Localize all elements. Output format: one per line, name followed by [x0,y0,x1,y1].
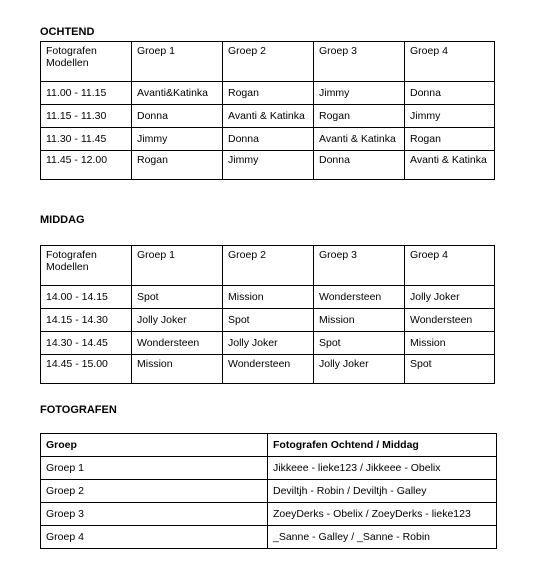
table-cell: Spot [132,286,223,309]
header-cell-fotografen-modellen: Fotografen Modellen [41,42,132,82]
table-cell: Wondersteen [223,355,314,384]
header-cell-groep-2: Groep 2 [223,246,314,286]
table-cell: Jimmy [314,82,405,105]
table-cell: Jolly Joker [223,332,314,355]
fotografen-title: FOTOGRAFEN [40,404,117,416]
table-row [41,332,495,355]
table-row [41,526,497,549]
time-cell: 11.30 - 11.45 [41,128,132,151]
header-cell-groep-1: Groep 1 [132,246,223,286]
group-cell: Groep 3 [41,503,268,526]
table-cell: Mission [223,286,314,309]
header-cell-groep-1: Groep 1 [132,42,223,82]
table-cell: Rogan [405,128,495,151]
time-cell: 14.30 - 14.45 [41,332,132,355]
time-cell: 11.15 - 11.30 [41,105,132,128]
photographers-cell: _Sanne - Galley / _Sanne - Robin [268,526,497,549]
table-cell: Jolly Joker [405,286,495,309]
photographers-cell: ZoeyDerks - Obelix / ZoeyDerks - lieke123 [268,503,497,526]
table-cell: Donna [405,82,495,105]
header-cell-fotografen: Fotografen Ochtend / Middag [268,434,497,457]
table-row [41,128,495,151]
table-cell: Rogan [314,105,405,128]
table-cell: Spot [223,309,314,332]
table-cell: Jimmy [405,105,495,128]
table-cell: Mission [314,309,405,332]
table-row [41,286,495,309]
table-cell: Jimmy [132,128,223,151]
table-cell: Wondersteen [132,332,223,355]
table-row [41,105,495,128]
time-cell: 14.45 - 15.00 [41,355,132,384]
table-row [41,355,495,384]
header-cell-groep-4: Groep 4 [405,246,495,286]
table-cell: Rogan [132,151,223,180]
table-row [41,151,495,180]
table-cell: Spot [405,355,495,384]
group-cell: Groep 4 [41,526,268,549]
time-cell: 14.00 - 14.15 [41,286,132,309]
table-row [41,309,495,332]
ochtend-title: OCHTEND [40,26,95,38]
table-row [41,503,497,526]
ochtend-schedule-table [40,41,495,180]
table-cell: Wondersteen [405,309,495,332]
fotografen-table [40,433,497,549]
table-cell: Wondersteen [314,286,405,309]
table-cell: Spot [314,332,405,355]
table-cell: Avanti&Katinka [132,82,223,105]
photographers-cell: Jikkeee - lieke123 / Jikkeee - Obelix [268,457,497,480]
photographers-cell: Deviltjh - Robin / Deviltjh - Galley [268,480,497,503]
middag-title: MIDDAG [40,214,85,226]
header-cell-groep-3: Groep 3 [314,42,405,82]
time-cell: 11.00 - 11.15 [41,82,132,105]
table-row [41,457,497,480]
table-cell: Avanti & Katinka [314,128,405,151]
group-cell: Groep 1 [41,457,268,480]
table-header-row [41,42,495,82]
header-cell-groep-4: Groep 4 [405,42,495,82]
table-cell: Jolly Joker [132,309,223,332]
header-cell-groep-3: Groep 3 [314,246,405,286]
table-header-row [41,434,497,457]
table-cell: Rogan [223,82,314,105]
time-cell: 11.45 - 12.00 [41,151,132,180]
table-cell: Donna [223,128,314,151]
header-cell-groep: Groep [41,434,268,457]
table-cell: Donna [132,105,223,128]
table-cell: Avanti & Katinka [223,105,314,128]
time-cell: 14.15 - 14.30 [41,309,132,332]
table-cell: Jimmy [223,151,314,180]
middag-schedule-table [40,245,495,384]
table-cell: Mission [405,332,495,355]
table-header-row [41,246,495,286]
table-row [41,480,497,503]
table-cell: Avanti & Katinka [405,151,495,180]
table-row [41,82,495,105]
table-cell: Jolly Joker [314,355,405,384]
header-cell-fotografen-modellen: Fotografen Modellen [41,246,132,286]
header-cell-groep-2: Groep 2 [223,42,314,82]
group-cell: Groep 2 [41,480,268,503]
table-cell: Mission [132,355,223,384]
table-cell: Donna [314,151,405,180]
